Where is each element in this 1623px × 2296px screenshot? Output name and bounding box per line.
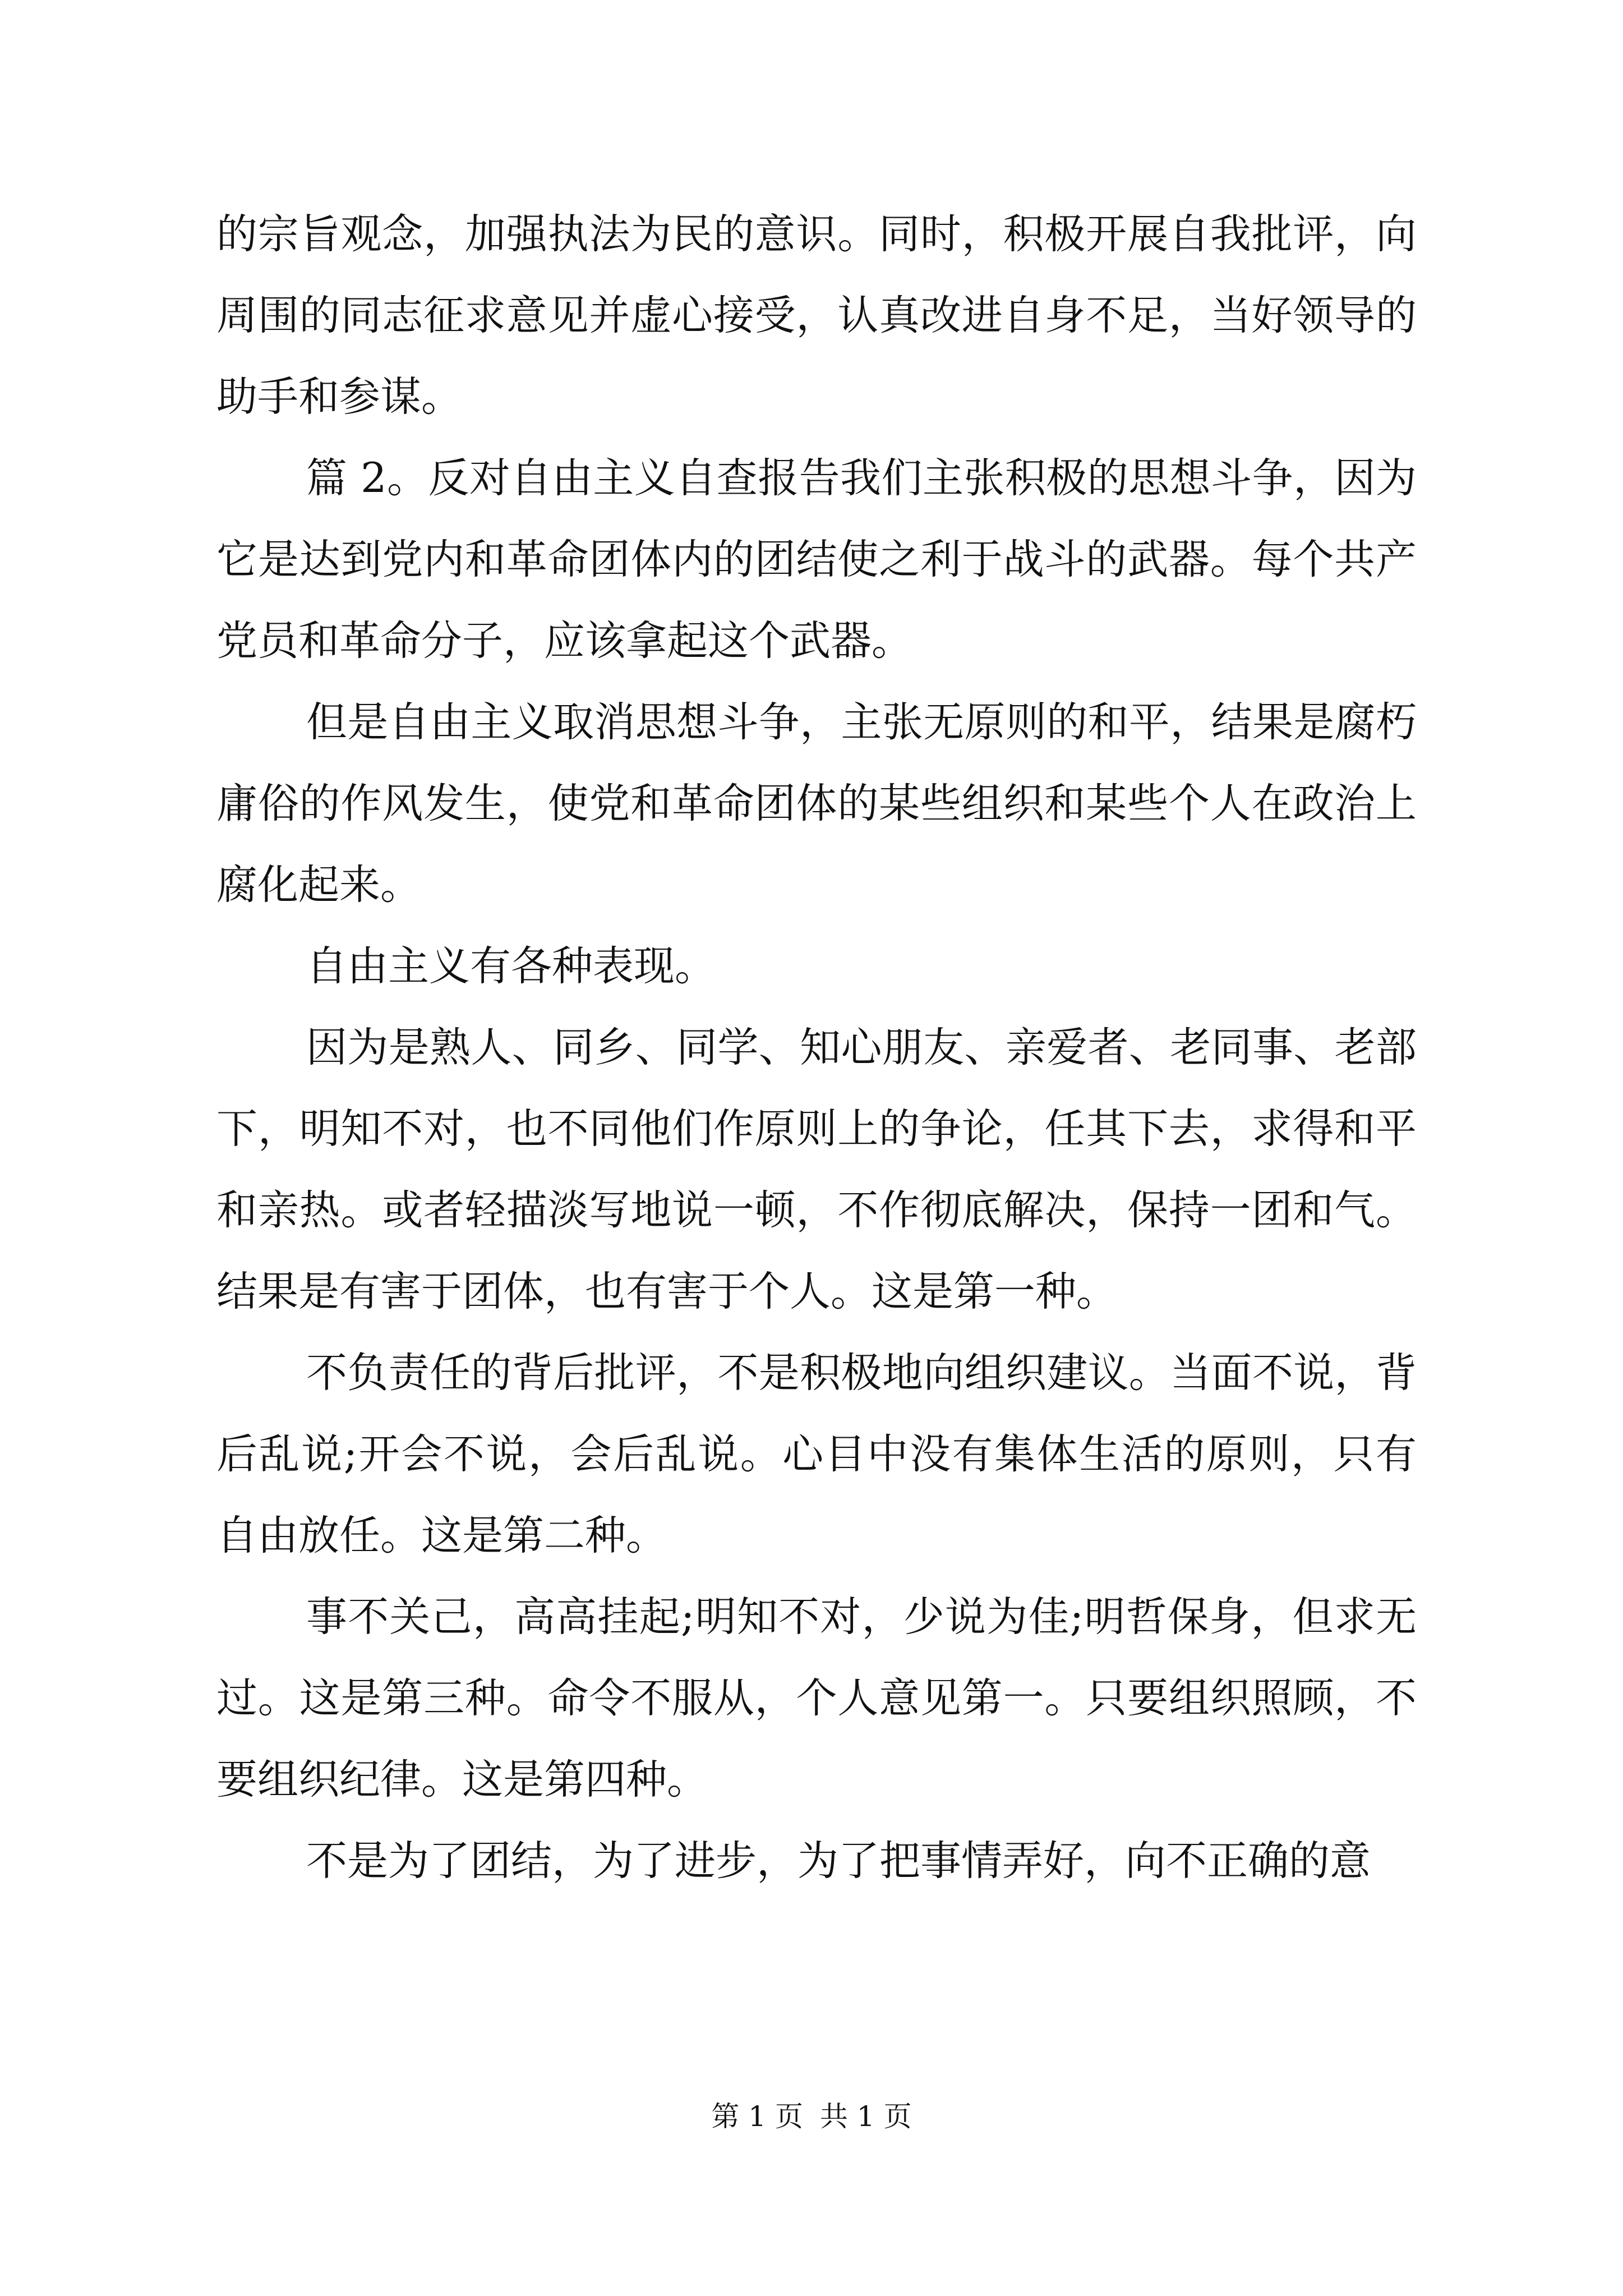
paragraph: 事不关己，高高挂起;明知不对，少说为佳;明哲保身，但求无过。这是第三种。命令不服从，个人意见第一。只要组织照顾，不要组织纪律。这是第四种。 [216,1593,1417,1803]
paragraph: 但是自由主义取消思想斗争，主张无原则的和平，结果是腐朽庸俗的作风发生，使党和革命团体的某些组织和某些个人在政治上腐化起来。 [216,698,1417,909]
paragraph: 自由主义有各种表现。 [306,942,716,990]
page-total: 共 1 页 [820,2100,912,2133]
page-number: 第 1 页 [711,2100,803,2133]
document-body [216,194,1417,1902]
paragraph: 的宗旨观念，加强执法为民的意识。同时，积极开展自我批评，向周围的同志征求意见并虚心接受，认真改进自身不足，当好领导的助手和参谋。 [216,210,1417,421]
paragraph: 不负责任的背后批评，不是积极地向组织建议。当面不说，背后乱说;开会不说，会后乱说。心目中没有集体生活的原则，只有自由放任。这是第二种。 [216,1349,1417,1559]
paragraph: 篇 2。反对自由主义自查报告我们主张积极的思想斗争，因为它是达到党内和革命团体内的团结使之利于战斗的武器。每个共产党员和革命分子，应该拿起这个武器。 [216,454,1417,665]
paragraph: 不是为了团结，为了进步，为了把事情弄好，向不正确的意 [306,1837,1371,1885]
paragraph: 因为是熟人、同乡、同学、知心朋友、亲爱者、老同事、老部下，明知不对，也不同他们作原则上的争论，任其下去，求得和平和亲热。或者轻描淡写地说一顿，不作彻底解决，保持一团和气。结果是有害于团体，也有害于个人。这是第一种。 [216,1024,1417,1315]
page-footer [0,2097,1623,2136]
